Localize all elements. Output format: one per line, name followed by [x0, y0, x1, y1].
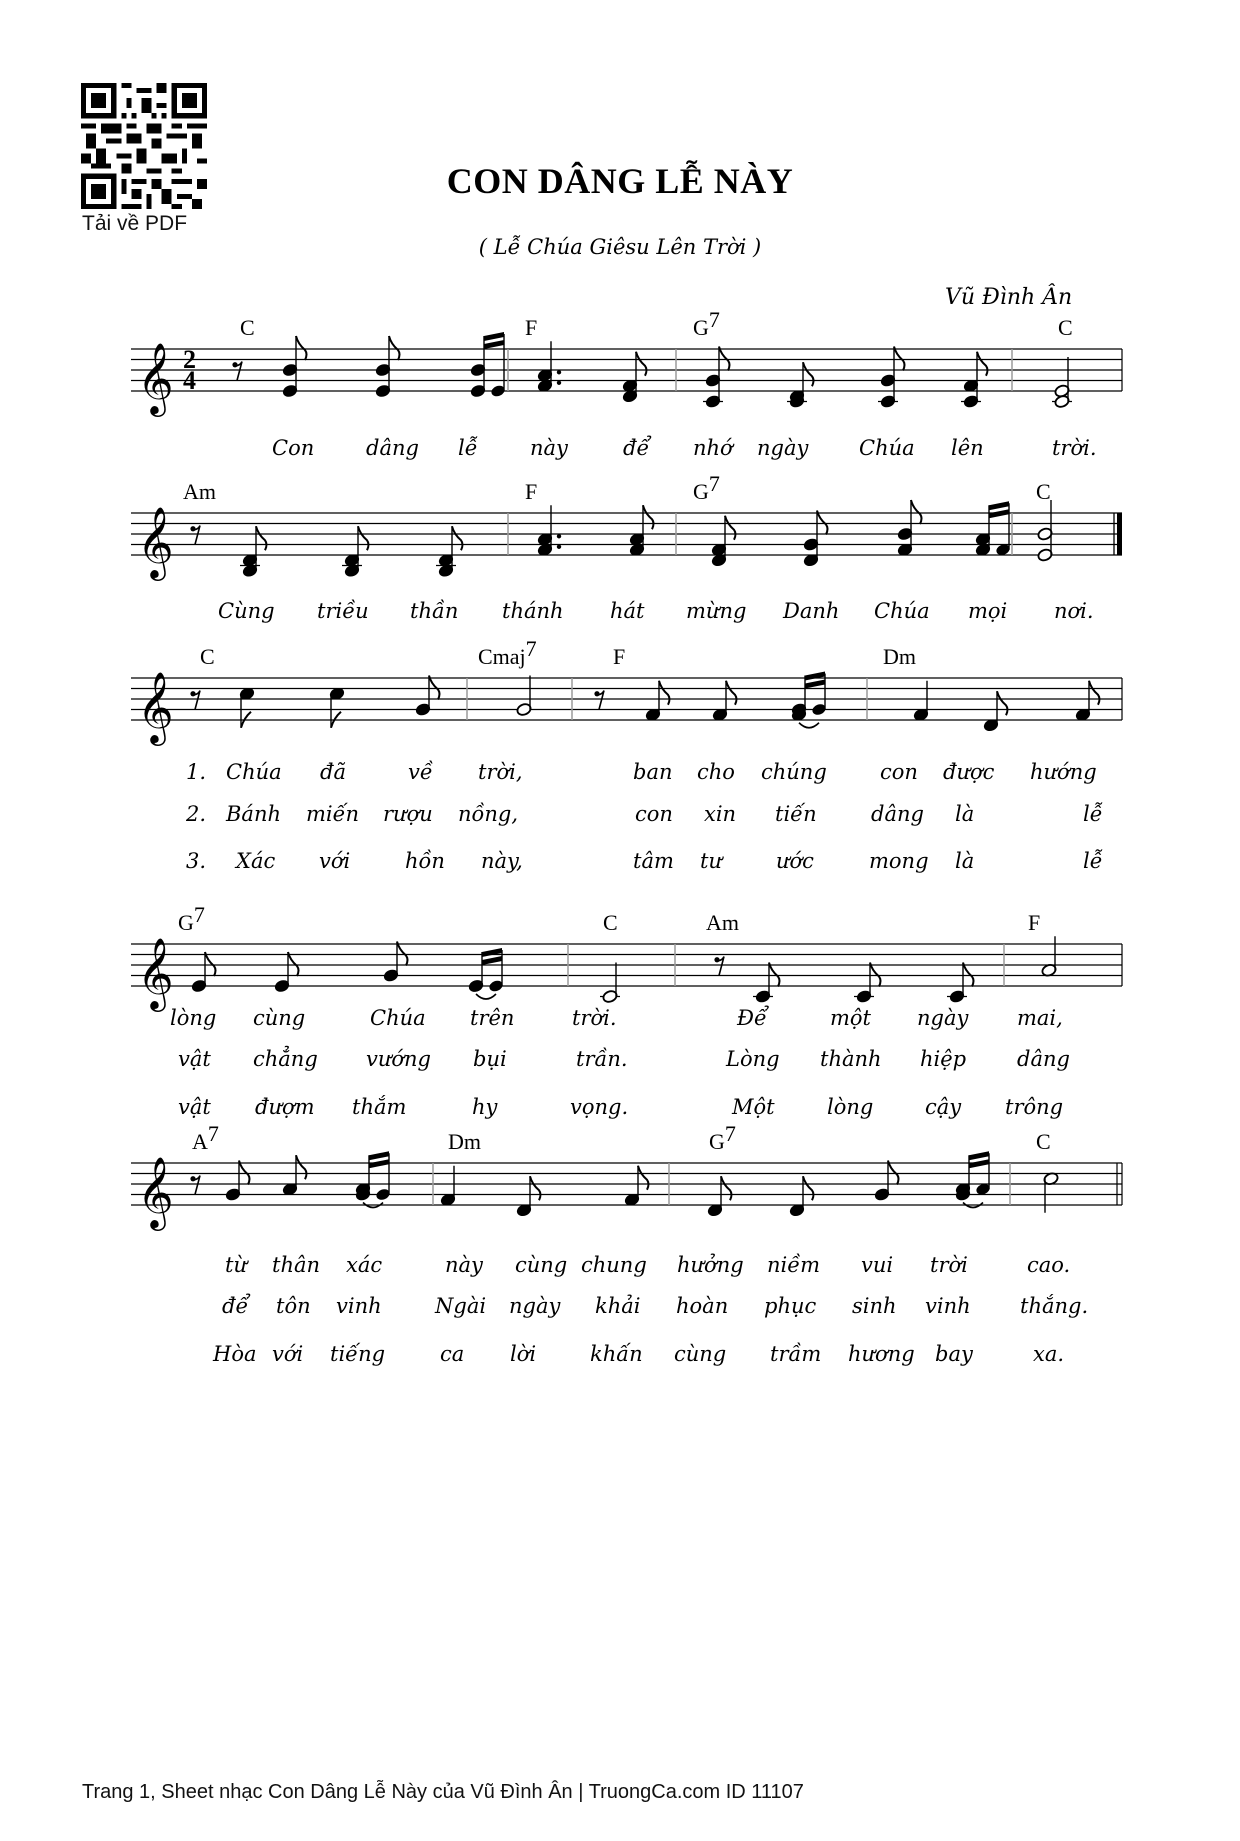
chord-symbol: Cmaj7 [478, 636, 537, 669]
note [383, 942, 408, 983]
lyric-syllable: lễ [1083, 849, 1103, 873]
lyric-syllable: thân [272, 1253, 321, 1277]
lyric-syllable: tôn [276, 1294, 311, 1318]
lyric-syllable: xa. [1033, 1342, 1065, 1366]
lyric-line-2 [185, 802, 1103, 826]
lyric-syllable: thành [820, 1047, 882, 1071]
note [415, 676, 440, 717]
treble-clef-icon: 𝄞 [137, 936, 174, 1009]
lyric-line-1 [272, 436, 1097, 460]
lyric-syllable: để [623, 436, 650, 460]
lyric-syllable: Một [732, 1095, 775, 1119]
lyric-syllable: thần [410, 599, 459, 623]
lyric-syllable: Chúa [226, 760, 282, 784]
lyric-syllable: hương [848, 1342, 915, 1366]
chord-symbol: Dm [883, 644, 916, 669]
lyric-syllable: nồng, [458, 802, 519, 826]
lyric-syllable: khấn [590, 1342, 643, 1366]
lyric-syllable: niềm [767, 1253, 821, 1277]
lyric-line-3 [178, 1095, 1063, 1119]
treble-clef-icon: 𝄞 [137, 670, 174, 743]
chord-symbol: C [1058, 315, 1073, 340]
lyric-syllable: cao. [1027, 1253, 1071, 1277]
lyric-syllable: với [319, 849, 351, 873]
treble-clef-icon: 𝄞 [137, 341, 174, 414]
note [975, 501, 1011, 557]
chord-symbol: Dm [448, 1129, 481, 1154]
lyric-syllable: ban [633, 760, 673, 784]
lyric-syllable: trần. [576, 1047, 628, 1071]
lyric-syllable: hoàn [676, 1294, 729, 1318]
lyric-syllable: lòng [170, 1006, 217, 1030]
slur [476, 994, 496, 999]
note [1037, 500, 1053, 562]
lyric-syllable: vinh [336, 1294, 382, 1318]
lyric-syllable: Chúa [874, 599, 930, 623]
lyric-syllable: lời [510, 1342, 537, 1366]
lyric-line-1 [225, 1253, 1070, 1277]
lyric-syllable: Hòa [213, 1342, 257, 1366]
chord-symbol: F [1028, 910, 1041, 935]
staff-system-4 [131, 902, 1122, 1119]
lyric-syllable: cùng [674, 1342, 727, 1366]
note [645, 681, 670, 722]
note [1041, 936, 1057, 977]
lyric-syllable: rượu [383, 802, 433, 826]
song-title: CON DÂNG LỄ NÀY [446, 161, 794, 201]
lyric-syllable: xác [346, 1253, 383, 1277]
note [282, 1155, 307, 1196]
lyric-syllable: đượm [255, 1095, 315, 1119]
lyric-syllable: là [955, 849, 975, 873]
lyric-syllable: Con [272, 436, 315, 460]
song-subtitle: ( Lễ Chúa Giêsu Lên Trời ) [478, 235, 762, 259]
lyric-syllable: 1. [186, 760, 207, 784]
lyric-syllable: một [830, 1006, 871, 1030]
page-footer: Trang 1, Sheet nhạc Con Dâng Lễ Này của Vũ Đình Ân | TruongCa.com ID 11107 [82, 1781, 804, 1803]
lyric-syllable: triều [317, 599, 369, 623]
note [913, 681, 929, 722]
lyric-syllable: với [272, 1342, 304, 1366]
lyric-syllable: chung [581, 1253, 647, 1277]
lyric-syllable: lễ [458, 436, 478, 460]
chord-symbol: G7 [693, 471, 720, 504]
time-signature-bottom: 4 [183, 366, 196, 395]
note [707, 1176, 732, 1217]
lyric-syllable: chẳng [253, 1047, 318, 1071]
note [854, 963, 881, 1004]
lyric-syllable: phục [764, 1294, 817, 1318]
lyric-syllable: bụi [473, 1047, 507, 1071]
chord-symbol: C [1036, 479, 1051, 504]
lyric-line-2 [222, 1294, 1088, 1318]
note [712, 681, 737, 722]
chord-symbol: Am [706, 910, 739, 935]
lyric-syllable: dâng [871, 802, 924, 826]
lyric-syllable: vật [178, 1095, 211, 1119]
lyric-syllable: này [530, 436, 568, 460]
staff-system-2 [131, 471, 1122, 623]
composer-name: Vũ Đình Ân [945, 285, 1073, 310]
lyric-line-3 [186, 849, 1103, 873]
lyric-syllable: ngày [917, 1006, 969, 1030]
lyric-syllable: vui [861, 1253, 894, 1277]
eighth-rest-icon [594, 691, 604, 710]
lyric-line-1 [186, 760, 1097, 784]
note [624, 1166, 649, 1207]
lyric-syllable: tâm [633, 849, 674, 873]
note [874, 1161, 899, 1202]
eighth-rest-icon [714, 957, 724, 976]
lyric-syllable: mọi [968, 599, 1008, 623]
lyric-syllable: về [408, 760, 433, 784]
chord-symbol: C [240, 315, 255, 340]
chord-symbol: C [603, 910, 618, 935]
lyric-syllable: Lòng [726, 1047, 780, 1071]
note [225, 1161, 250, 1202]
lyric-syllable: ngày [757, 436, 809, 460]
note [703, 347, 730, 409]
chord-symbol: C [1036, 1129, 1051, 1154]
note [791, 672, 827, 728]
treble-clef-icon: 𝄞 [137, 505, 174, 578]
chord-symbol: G7 [178, 902, 205, 935]
lyric-syllable: cậy [925, 1095, 962, 1119]
lyric-syllable: tư [700, 849, 722, 873]
lyric-syllable: sinh [852, 1294, 897, 1318]
note [983, 691, 1008, 732]
chord-symbol: F [525, 479, 538, 504]
lyric-syllable: Bánh [226, 802, 282, 826]
lyric-syllable: hướng [1030, 760, 1097, 784]
eighth-rest-icon [232, 362, 242, 381]
lyric-syllable: xin [704, 802, 737, 826]
lyric-syllable: ngày [509, 1294, 561, 1318]
note [282, 336, 307, 398]
lyric-syllable: vọng. [570, 1095, 629, 1119]
lyric-syllable: trên [470, 1006, 515, 1030]
note [897, 500, 922, 557]
lyric-syllable: Để [737, 1006, 767, 1030]
lyric-syllable: từ [225, 1253, 247, 1277]
eighth-rest-icon [190, 691, 200, 710]
lyric-syllable: vật [178, 1047, 211, 1071]
lyric-syllable: lễ [1083, 802, 1103, 826]
chord-symbol: A7 [192, 1121, 219, 1154]
lyric-syllable: Danh [783, 599, 840, 623]
chord-symbol: G7 [693, 307, 720, 340]
lyric-syllable: này, [481, 849, 523, 873]
lyric-syllable: trầm [770, 1342, 822, 1366]
eighth-rest-icon [190, 526, 200, 545]
note [239, 687, 255, 728]
download-pdf-link[interactable]: Tải về PDF [82, 212, 188, 235]
lyric-syllable: Ngài [435, 1294, 487, 1318]
staff-system-3 [131, 636, 1122, 873]
lyric-syllable: thánh [502, 599, 564, 623]
lyric-syllable: thắng. [1020, 1294, 1089, 1318]
lyric-syllable: hồn [405, 849, 445, 873]
note [191, 952, 216, 993]
lyric-syllable: này [445, 1253, 483, 1277]
note [789, 1176, 814, 1217]
lyric-syllable: khải [595, 1294, 641, 1318]
lyric-syllable: dâng [1017, 1047, 1070, 1071]
lyric-syllable: miến [306, 802, 360, 826]
lyric-syllable: hưởng [677, 1253, 744, 1277]
lyric-syllable: Chúa [370, 1006, 426, 1030]
chord-symbol: C [200, 644, 215, 669]
lyric-syllable: lên [951, 436, 984, 460]
lyric-syllable: mong [869, 849, 929, 873]
lyric-syllable: nhớ [693, 436, 733, 460]
lyric-syllable: là [955, 802, 975, 826]
lyric-syllable: tiếng [330, 1342, 386, 1366]
chord-symbol: G7 [709, 1121, 736, 1154]
eighth-rest-icon [190, 1176, 200, 1195]
lyric-syllable: mừng [686, 599, 747, 623]
lyric-syllable: trông [1005, 1095, 1064, 1119]
lyric-syllable: hy [472, 1095, 498, 1119]
lyric-line-3 [212, 1342, 1064, 1366]
staff-system-1 [131, 307, 1122, 460]
lyric-line-2 [178, 1046, 1070, 1071]
lyric-syllable: dâng [366, 436, 419, 460]
lyric-syllable: nơi. [1054, 599, 1094, 623]
note [1075, 681, 1100, 722]
note [1043, 1172, 1059, 1213]
note [947, 963, 974, 1004]
lyric-syllable: Xác [236, 849, 276, 873]
treble-clef-icon: 𝄞 [137, 1155, 174, 1228]
lyric-syllable: được [943, 760, 995, 784]
lyric-syllable: con [635, 802, 673, 826]
time-signature-top: 2 [183, 345, 196, 374]
lyric-syllable: Cùng [218, 599, 275, 623]
chord-symbol: Am [183, 479, 216, 504]
lyric-line-1 [170, 1006, 1063, 1030]
note [955, 1151, 991, 1207]
lyric-syllable: 3. [186, 849, 207, 873]
lyric-syllable: hát [610, 599, 645, 623]
note [1052, 357, 1072, 409]
note [468, 948, 504, 999]
lyric-syllable: lòng [827, 1095, 874, 1119]
note [803, 511, 828, 568]
lyric-syllable: trời. [1052, 436, 1097, 460]
lyric-syllable: cùng [515, 1253, 568, 1277]
lyric-syllable: vướng [366, 1047, 431, 1071]
note [440, 1166, 456, 1207]
final-barline-thick [1117, 513, 1122, 555]
lyric-syllable: con [880, 760, 918, 784]
note [274, 952, 299, 993]
note [878, 347, 905, 409]
slur [799, 723, 819, 728]
lyric-syllable: Chúa [859, 436, 915, 460]
lyric-syllable: vinh [925, 1294, 971, 1318]
lyric-syllable: ca [440, 1342, 465, 1366]
lyric-syllable: mai, [1017, 1006, 1063, 1030]
staff-system-5 [131, 1121, 1122, 1366]
lyric-syllable: để [222, 1294, 249, 1318]
lyric-syllable: đã [320, 760, 346, 784]
note [355, 1151, 391, 1207]
note [329, 687, 345, 728]
note [516, 1176, 541, 1217]
lyric-syllable: chúng [761, 760, 827, 784]
lyric-line-1 [218, 599, 1094, 623]
chord-symbol: F [525, 315, 538, 340]
lyric-syllable: tiến [775, 802, 817, 826]
lyric-syllable: trời, [478, 760, 523, 784]
lyric-syllable: cho [697, 760, 735, 784]
lyric-syllable: cùng [253, 1006, 306, 1030]
lyric-syllable: bay [935, 1342, 973, 1366]
lyric-syllable: hiệp [920, 1047, 967, 1071]
lyric-syllable: trời [930, 1253, 968, 1277]
note [787, 362, 814, 408]
lyric-syllable: trời. [572, 1006, 617, 1030]
note [375, 336, 400, 398]
lyric-syllable: ước [776, 849, 814, 873]
lyric-syllable: thắm [352, 1095, 407, 1119]
note [516, 676, 532, 717]
chord-symbol: F [613, 644, 626, 669]
lyric-syllable: 2. [186, 802, 207, 826]
note [470, 332, 506, 398]
note [753, 963, 780, 1004]
note [600, 963, 620, 1004]
